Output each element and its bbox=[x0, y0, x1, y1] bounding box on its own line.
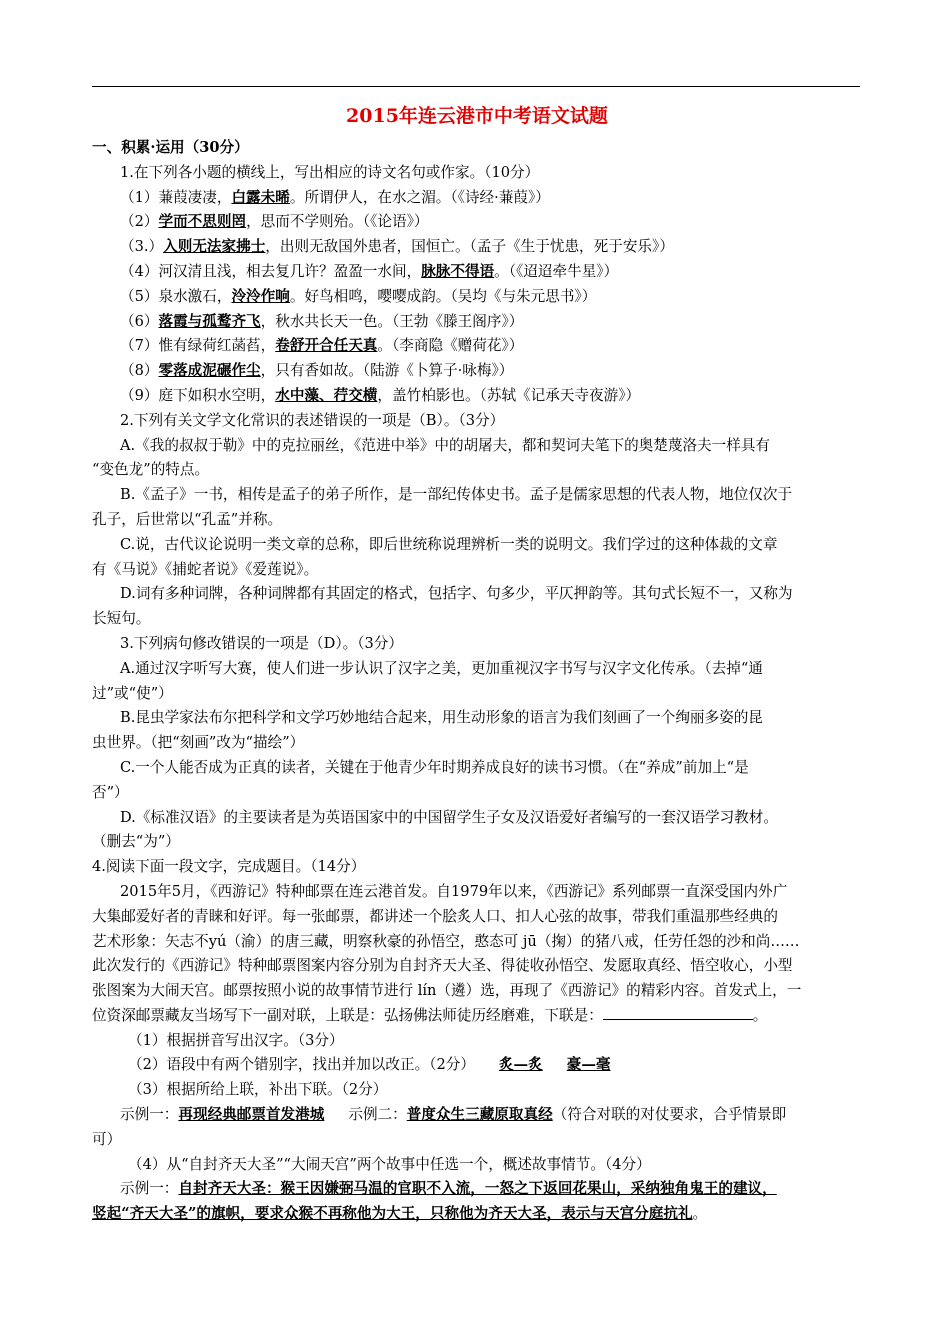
q4-sub4-answer: 示例一：自封齐天大圣：猴王因嫌弼马温的官职不入流，一怒之下返回花果山，采纳独角鬼王的建议， bbox=[120, 1180, 777, 1198]
q3-option-b: B.昆虫学家法布尔把科学和文学巧妙地结合起来，用生动形象的语言为我们刻画了一个绚丽多姿的昆 bbox=[120, 709, 763, 727]
q3-option-a: A.通过汉字听写大赛，使人们进一步认识了汉字之美，更加重视汉字书写与汉字文化传承。（去掉“通 bbox=[120, 659, 763, 677]
q2-option-d-cont: 长短句。 bbox=[92, 610, 151, 628]
q3-option-c: C.一个人能否成为正真的读者，关键在于他青少年时期养成良好的读书习惯。（在“养成”前加上“是 bbox=[120, 758, 749, 776]
q4-stem: 4.阅读下面一段文字，完成题目。（14分） bbox=[92, 858, 366, 876]
q4-passage-line: 艺术形象：矢志不yú（渝）的唐三藏，明察秋豪的孙悟空，憨态可 jū（掬）的猪八戒，任劳任怨的沙和尚…… bbox=[92, 932, 800, 950]
page-title: 2015年连云港市中考语文试题 bbox=[346, 105, 608, 127]
q1-item: （9）庭下如积水空明，水中藻、荇交横，盖竹柏影也。（苏轼《记承天寺夜游》） bbox=[120, 386, 641, 404]
q4-sub3-note-cont: 可） bbox=[92, 1130, 122, 1148]
section-heading: 一、积累·运用（30分） bbox=[92, 139, 249, 156]
q2-stem: 2.下列有关文学文化常识的表述错误的一项是（B）。（3分） bbox=[120, 411, 505, 429]
q4-sub3: （3）根据所给上联，补出下联。（2分） bbox=[128, 1081, 388, 1099]
q3-option-b-cont: 虫世界。（把“刻画”改为“描绘”） bbox=[92, 734, 305, 752]
q1-item: （3.）入则无法家拂士，出则无敌国外患者，国恒亡。（孟子《生于忧患，死于安乐》） bbox=[120, 238, 674, 256]
header-rule bbox=[92, 86, 860, 87]
q3-option-d: D.《标准汉语》的主要读者是为英语国家中的中国留学生子女及汉语爱好者编写的一套汉语学习教材。 bbox=[120, 808, 778, 826]
q4-passage-line: 2015年5月，《西游记》特种邮票在连云港首发。自1979年以来，《西游记》系列邮票一直深受国内外广 bbox=[120, 882, 788, 900]
q1-stem: 1.在下列各小题的横线上，写出相应的诗文名句或作家。（10分） bbox=[120, 163, 540, 181]
q4-sub2: （2）语段中有两个错别字，找出并加以改正。（2分） 炙—炙 豪—毫 bbox=[128, 1056, 611, 1074]
q4-sub4: （4）从“自封齐天大圣”“大闹天宫”两个故事中任选一个，概述故事情节。（4分） bbox=[128, 1155, 651, 1173]
q1-item: （1）蒹葭凄凄，白露未晞。所谓伊人，在水之湄。（《诗经·蒹葭》） bbox=[120, 188, 550, 206]
q2-option-a: A.《我的叔叔于勒》中的克拉丽丝，《范进中举》中的胡屠夫，都和契诃夫笔下的奥楚蔑洛夫一样具有 bbox=[120, 436, 771, 454]
q3-option-c-cont: 否”） bbox=[92, 783, 129, 801]
q3-option-d-cont: （删去“为”） bbox=[92, 833, 180, 851]
q2-option-b: B.《孟子》一书，相传是孟子的弟子所作，是一部纪传体史书。孟子是儒家思想的代表人物，地位仅次于 bbox=[120, 486, 793, 504]
exam-page bbox=[92, 100, 862, 1227]
q2-option-a-cont: “变色龙”的特点。 bbox=[92, 461, 210, 479]
q4-passage-last: 位资深邮票藏友当场写下一副对联，上联是：弘扬佛法师徒历经磨难，下联是： 。 bbox=[92, 1006, 768, 1024]
q1-item: （6）落霞与孤鹜齐飞，秋水共长天一色。（王勃《滕王阁序》） bbox=[120, 312, 524, 330]
q3-option-a-cont: 过”或“使”） bbox=[92, 684, 173, 702]
q4-sub4-answer-cont: 竖起“齐天大圣”的旗帜，要求众猴不再称他为大王，只称他为齐天大圣，表示与天宫分庭抗礼。 bbox=[92, 1205, 708, 1223]
q1-item: （8）零落成泥碾作尘，只有香如故。（陆游《卜算子·咏梅》） bbox=[120, 362, 514, 380]
q4-sub3-examples: 示例一：再现经典邮票首发港城 示例二：普度众生三藏原取真经（符合对联的对仗要求，合乎情景即 bbox=[120, 1106, 787, 1124]
q4-passage-line: 张图案为大闹天宫。邮票按照小说的故事情节进行 lín（遴）选，再现了《西游记》的精彩内容。首发式上，一 bbox=[92, 982, 802, 1000]
q4-sub1: （1）根据拼音写出汉字。（3分） bbox=[128, 1031, 344, 1049]
q1-item: （7）惟有绿荷红菡萏，卷舒开合任天真。（李商隐《赠荷花》） bbox=[120, 337, 524, 355]
q4-passage-line: 此次发行的《西游记》特种邮票图案内容分别为自封齐天大圣、得徒收孙悟空、发愿取真经、悟空收心，小型 bbox=[92, 957, 793, 975]
q1-item: （5）泉水激石，泠泠作响。好鸟相鸣，嘤嘤成韵。（吴均《与朱元思书》） bbox=[120, 287, 597, 305]
q1-item: （2）学而不思则罔，思而不学则殆。（《论语》） bbox=[120, 213, 429, 231]
answer-blank bbox=[603, 1005, 753, 1020]
q2-option-c: C.说，古代议论说明一类文章的总称，即后世统称说理辨析一类的说明文。我们学过的这种体裁的文章 bbox=[120, 535, 778, 553]
q2-option-b-cont: 孔子，后世常以“孔孟”并称。 bbox=[92, 510, 283, 528]
q4-passage-line: 大集邮爱好者的青睐和好评。每一张邮票，都讲述一个脍炙人口、扣人心弦的故事，带我们重温那些经典的 bbox=[92, 907, 778, 925]
q2-option-c-cont: 有《马说》《捕蛇者说》《爱莲说》。 bbox=[92, 560, 319, 578]
q2-option-d: D.词有多种词牌，各种词牌都有其固定的格式，包括字、句多少，平仄押韵等。其句式长短不一，又称为 bbox=[120, 585, 793, 603]
q3-stem: 3.下列病句修改错误的一项是（D）。（3分） bbox=[120, 634, 403, 652]
q1-item: （4）河汉清且浅，相去复几许？盈盈一水间，脉脉不得语。（《迢迢牵牛星》） bbox=[120, 262, 619, 280]
